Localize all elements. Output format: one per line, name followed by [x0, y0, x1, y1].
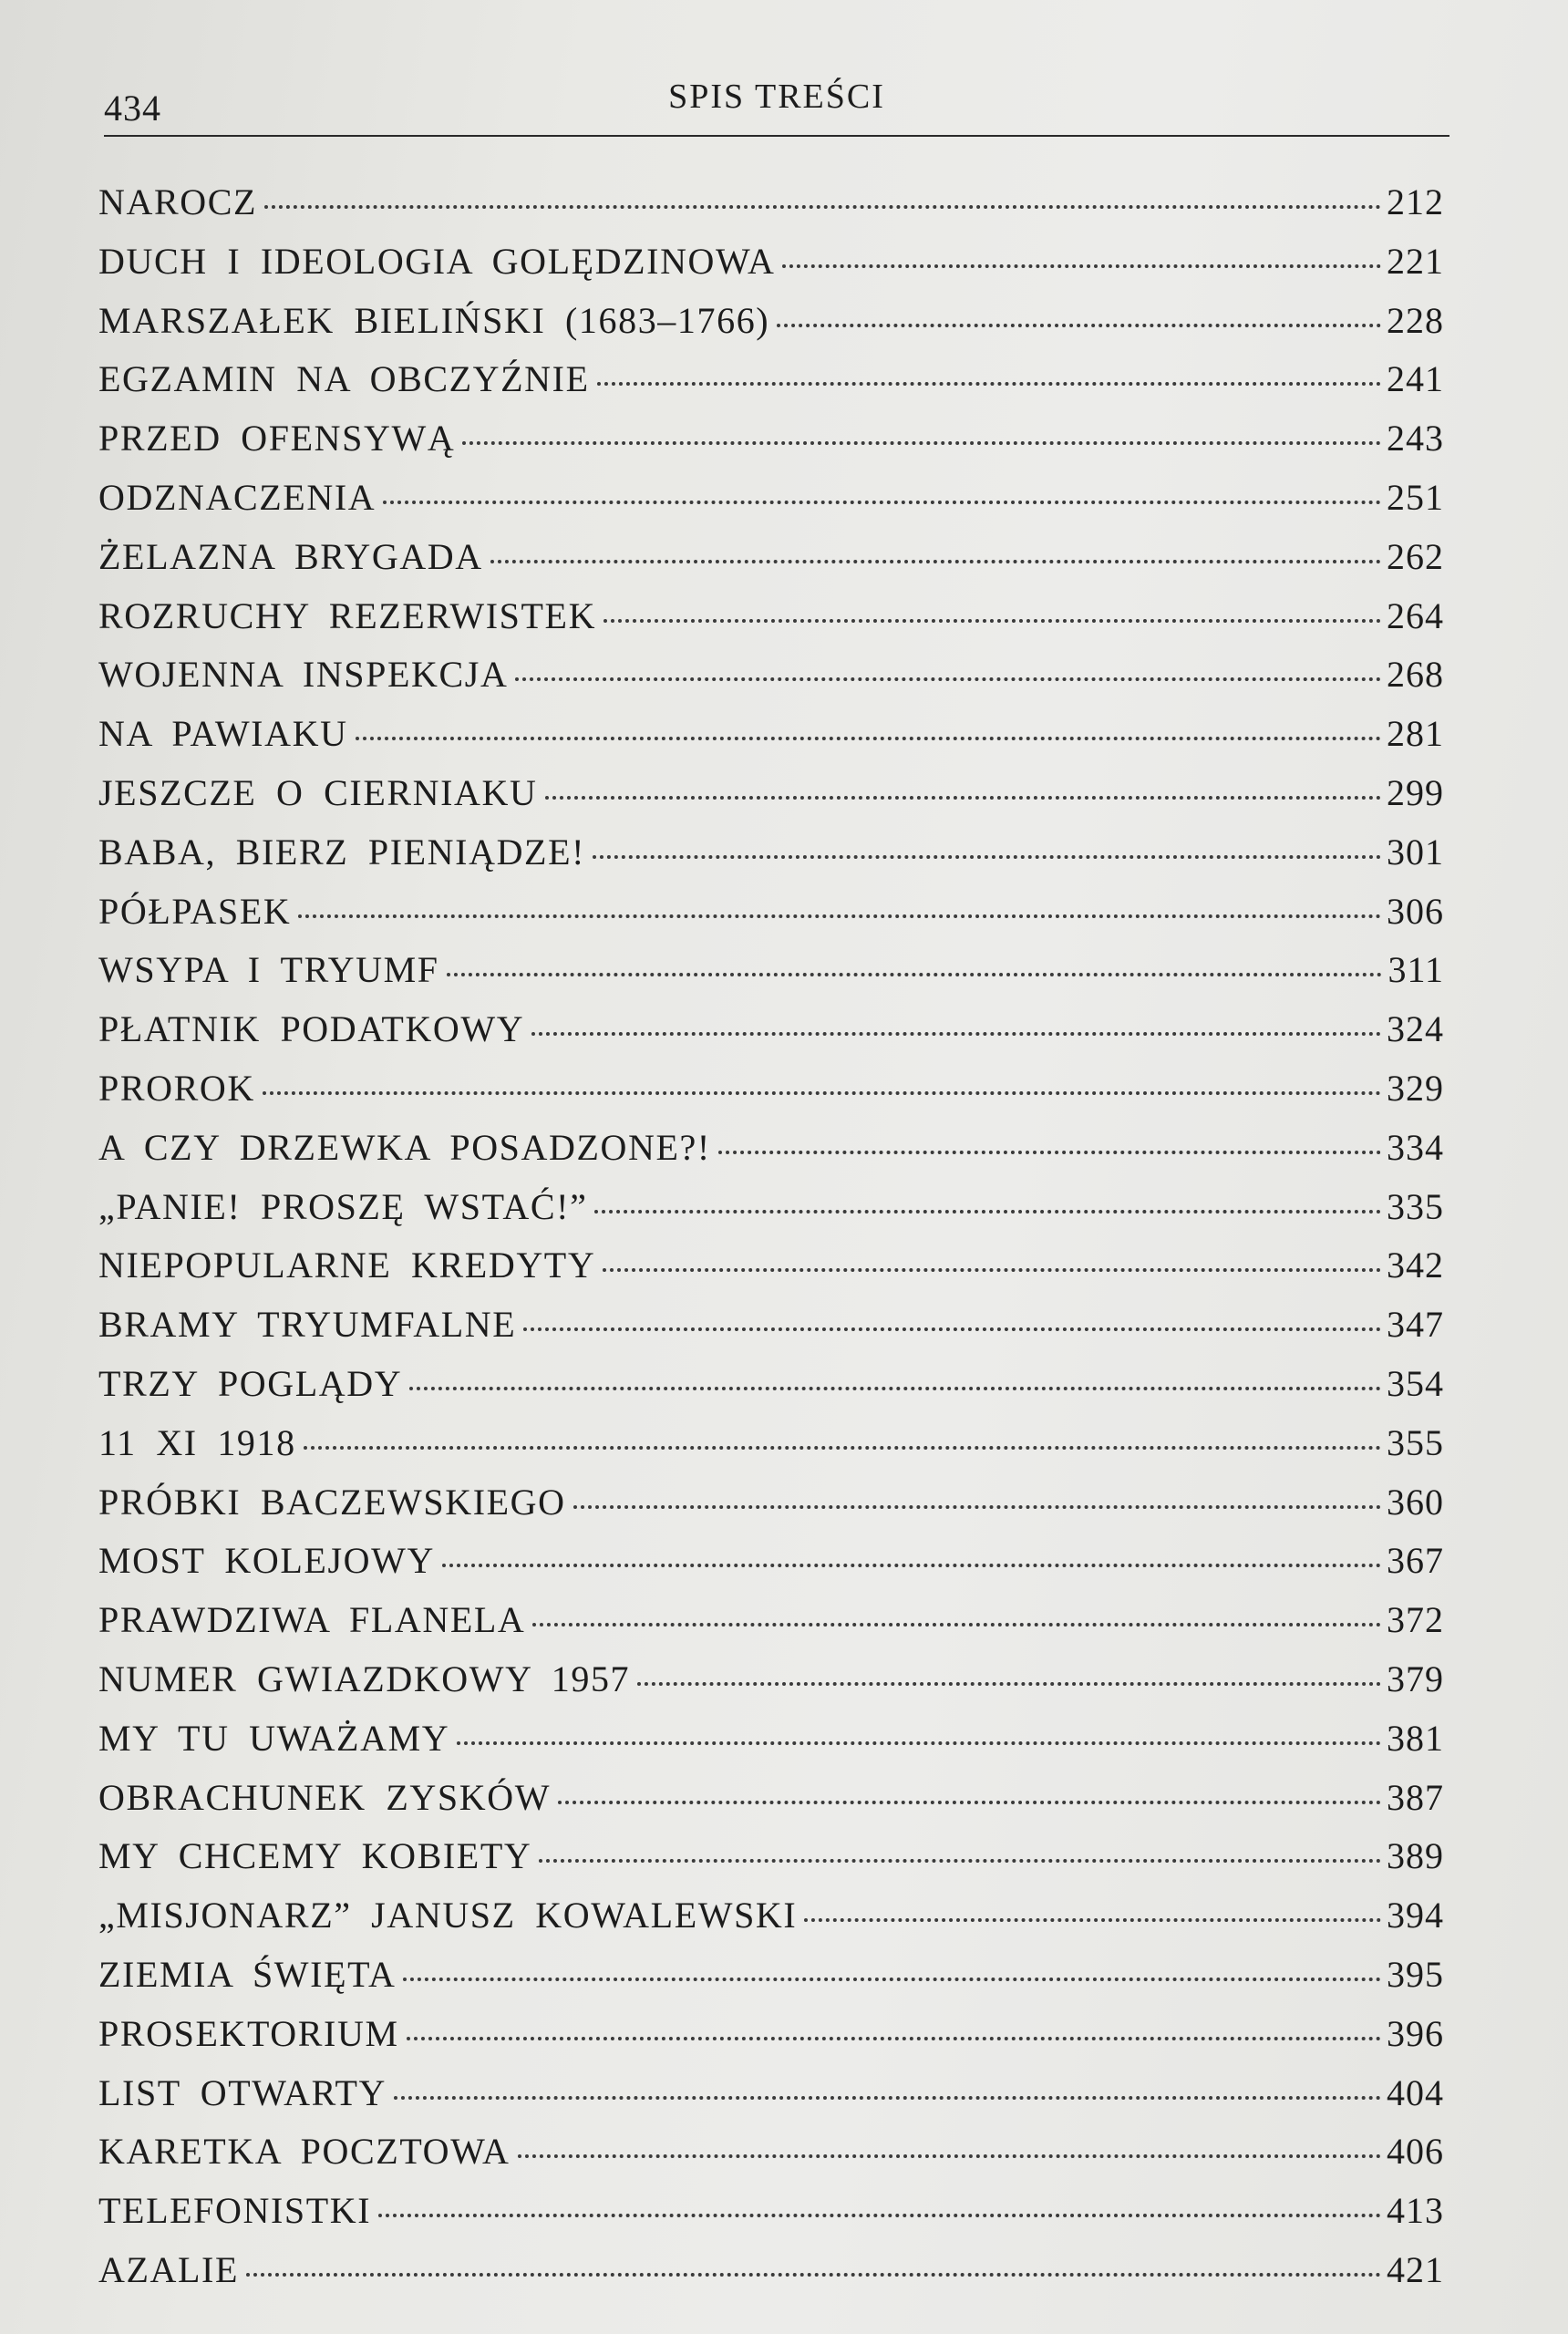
toc-entry-title: JESZCZE O CIERNIAKU	[98, 771, 538, 813]
toc-entry-title: „MISJONARZ” JANUSZ KOWALEWSKI	[98, 1895, 798, 1936]
toc-dot-leader	[490, 560, 1381, 563]
toc-entry-title: MOST KOLEJOWY	[98, 1540, 435, 1582]
toc-entry-title: MY TU UWAŻAMY	[98, 1717, 450, 1759]
toc-entry-title: LIST OTWARTY	[98, 2071, 387, 2113]
toc-dot-leader	[531, 1032, 1381, 1036]
toc-dot-leader	[804, 1918, 1381, 1922]
toc-entry	[98, 2122, 1444, 2182]
toc-entry-title: 11 XI 1918	[98, 1421, 296, 1463]
toc-entry	[98, 232, 1444, 292]
toc-entry	[98, 1591, 1444, 1650]
toc-entry-title: NA PAWIAKU	[98, 713, 348, 755]
toc-entry-page-number: 404	[1387, 2071, 1444, 2113]
toc-entry	[98, 1355, 1444, 1414]
toc-entry	[98, 823, 1444, 883]
toc-entry	[98, 941, 1444, 1000]
toc-entry	[98, 705, 1444, 764]
toc-entry-page-number: 335	[1387, 1185, 1444, 1227]
toc-entry-page-number: 413	[1387, 2190, 1444, 2232]
toc-entry	[98, 528, 1444, 587]
toc-entry	[98, 1236, 1444, 1296]
toc-entry-page-number: 421	[1387, 2248, 1444, 2290]
toc-dot-leader	[603, 1268, 1381, 1272]
toc-entry	[98, 1946, 1444, 2005]
toc-dot-leader	[515, 677, 1381, 681]
toc-dot-leader	[777, 324, 1381, 327]
toc-entry-title: PŁATNIK PODATKOWY	[98, 1008, 525, 1050]
toc-entry	[98, 2182, 1444, 2241]
toc-entry-title: WOJENNA INSPEKCJA	[98, 654, 509, 696]
toc-dot-leader	[594, 1210, 1381, 1213]
toc-entry	[98, 764, 1444, 823]
toc-entry-title: OBRACHUNEK ZYSKÓW	[98, 1776, 552, 1818]
toc-dot-leader	[442, 1564, 1381, 1567]
toc-dot-leader	[407, 2037, 1381, 2040]
toc-entry-page-number: 406	[1387, 2131, 1444, 2173]
toc-entry-page-number: 329	[1387, 1067, 1444, 1109]
toc-entry-page-number: 347	[1387, 1304, 1444, 1346]
toc-entry-page-number: 299	[1387, 771, 1444, 813]
toc-entry-title: TELEFONISTKI	[98, 2190, 372, 2232]
toc-entry-page-number: 306	[1387, 890, 1444, 932]
toc-dot-leader	[545, 796, 1382, 800]
running-title: SPIS TREŚCI	[668, 77, 885, 116]
toc-dot-leader	[539, 1859, 1381, 1863]
toc-dot-leader	[518, 2154, 1381, 2158]
toc-entry-title: PROROK	[98, 1067, 255, 1109]
toc-entry-title: TRZY POGLĄDY	[98, 1362, 403, 1404]
toc-dot-leader	[462, 441, 1381, 445]
toc-entry-page-number: 324	[1387, 1008, 1444, 1050]
toc-entry	[98, 1178, 1444, 1237]
toc-entry-title: PROSEKTORIUM	[98, 2012, 399, 2054]
toc-entry-page-number: 342	[1387, 1244, 1444, 1286]
page-number: 434	[104, 88, 161, 129]
toc-entry-page-number: 243	[1387, 418, 1444, 460]
toc-entry-page-number: 334	[1387, 1126, 1444, 1168]
toc-dot-leader	[394, 2096, 1381, 2100]
toc-entry-page-number: 394	[1387, 1895, 1444, 1936]
table-of-contents	[98, 173, 1444, 2300]
toc-dot-leader	[246, 2273, 1381, 2277]
toc-entry-title: BRAMY TRYUMFALNE	[98, 1304, 517, 1346]
toc-dot-leader	[457, 1741, 1381, 1745]
toc-dot-leader	[263, 1091, 1381, 1095]
toc-entry-page-number: 221	[1387, 240, 1444, 282]
toc-dot-leader	[264, 205, 1381, 209]
toc-entry	[98, 292, 1444, 351]
toc-entry	[98, 1473, 1444, 1533]
toc-entry-title: MARSZAŁEK BIELIŃSKI (1683–1766)	[98, 299, 770, 341]
toc-entry-title: NUMER GWIAZDKOWY 1957	[98, 1658, 631, 1699]
header-rule	[104, 135, 1449, 137]
toc-entry	[98, 173, 1444, 232]
toc-entry-title: PRZED OFENSYWĄ	[98, 418, 456, 460]
toc-entry	[98, 469, 1444, 528]
toc-dot-leader	[593, 855, 1381, 859]
toc-dot-leader	[637, 1682, 1381, 1686]
toc-dot-leader	[383, 501, 1381, 504]
toc-dot-leader	[523, 1327, 1381, 1331]
toc-entry-page-number: 355	[1387, 1421, 1444, 1463]
toc-entry-page-number: 228	[1387, 299, 1444, 341]
toc-entry	[98, 1650, 1444, 1709]
toc-entry-title: ROZRUCHY REZERWISTEK	[98, 594, 597, 636]
toc-dot-leader	[447, 973, 1383, 976]
toc-entry	[98, 2241, 1444, 2300]
toc-dot-leader	[603, 619, 1381, 623]
toc-entry-title: PÓŁPASEK	[98, 890, 292, 932]
toc-entry-page-number: 301	[1387, 831, 1444, 873]
toc-entry-title: WSYPA I TRYUMF	[98, 949, 439, 991]
toc-entry-page-number: 212	[1387, 181, 1444, 222]
toc-entry-page-number: 395	[1387, 1953, 1444, 1995]
toc-entry	[98, 1827, 1444, 1886]
toc-entry-page-number: 264	[1387, 594, 1444, 636]
toc-entry	[98, 1119, 1444, 1178]
toc-entry-page-number: 381	[1387, 1717, 1444, 1759]
toc-entry-title: MY CHCEMY KOBIETY	[98, 1835, 532, 1877]
toc-entry-title: PRAWDZIWA FLANELA	[98, 1599, 526, 1641]
page-header	[104, 71, 1449, 137]
toc-entry	[98, 1532, 1444, 1591]
toc-entry	[98, 1886, 1444, 1946]
toc-dot-leader	[298, 914, 1381, 918]
toc-dot-leader	[782, 264, 1381, 268]
toc-entry-page-number: 281	[1387, 713, 1444, 755]
toc-dot-leader	[558, 1801, 1381, 1804]
toc-dot-leader	[403, 1978, 1381, 1981]
toc-entry	[98, 1709, 1444, 1769]
toc-entry-title: DUCH I IDEOLOGIA GOLĘDZINOWA	[98, 240, 776, 282]
toc-dot-leader	[378, 2214, 1381, 2217]
toc-dot-leader	[573, 1505, 1381, 1509]
toc-entry	[98, 1296, 1444, 1355]
toc-entry	[98, 883, 1444, 942]
toc-entry-title: ODZNACZENIA	[98, 476, 377, 518]
toc-entry-title: ŻELAZNA BRYGADA	[98, 535, 483, 577]
toc-entry	[98, 350, 1444, 409]
toc-entry	[98, 2005, 1444, 2064]
toc-dot-leader	[597, 382, 1381, 386]
toc-entry-page-number: 268	[1387, 654, 1444, 696]
toc-entry-page-number: 262	[1387, 535, 1444, 577]
toc-dot-leader	[718, 1151, 1381, 1154]
toc-entry-title: ZIEMIA ŚWIĘTA	[98, 1953, 397, 1995]
toc-entry-title: „PANIE! PROSZĘ WSTAĆ!”	[98, 1185, 588, 1227]
toc-entry-page-number: 387	[1387, 1776, 1444, 1818]
toc-entry-title: A CZY DRZEWKA POSADZONE?!	[98, 1126, 711, 1168]
toc-dot-leader	[532, 1623, 1381, 1627]
toc-dot-leader	[409, 1387, 1381, 1390]
toc-entry-title: PRÓBKI BACZEWSKIEGO	[98, 1481, 566, 1523]
toc-entry	[98, 645, 1444, 705]
toc-entry-page-number: 311	[1387, 949, 1444, 991]
toc-dot-leader	[304, 1446, 1381, 1450]
toc-entry-title: BABA, BIERZ PIENIĄDZE!	[98, 831, 586, 873]
toc-entry-title: EGZAMIN NA OBCZYŹNIE	[98, 358, 590, 400]
toc-dot-leader	[356, 737, 1381, 740]
toc-entry-page-number: 241	[1387, 358, 1444, 400]
toc-entry-page-number: 396	[1387, 2012, 1444, 2054]
toc-entry	[98, 1000, 1444, 1059]
toc-entry-page-number: 367	[1387, 1540, 1444, 1582]
toc-entry-page-number: 354	[1387, 1362, 1444, 1404]
toc-entry	[98, 1414, 1444, 1473]
toc-entry-page-number: 372	[1387, 1599, 1444, 1641]
toc-entry-title: KARETKA POCZTOWA	[98, 2131, 511, 2173]
toc-entry	[98, 1769, 1444, 1828]
toc-entry	[98, 409, 1444, 469]
toc-entry-page-number: 379	[1387, 1658, 1444, 1699]
toc-entry-page-number: 360	[1387, 1481, 1444, 1523]
toc-entry	[98, 587, 1444, 646]
toc-entry-title: AZALIE	[98, 2248, 239, 2290]
toc-entry-title: NAROCZ	[98, 181, 258, 222]
toc-entry	[98, 2064, 1444, 2123]
toc-entry	[98, 1059, 1444, 1119]
toc-entry-page-number: 251	[1387, 476, 1444, 518]
toc-entry-title: NIEPOPULARNE KREDYTY	[98, 1244, 596, 1286]
toc-entry-page-number: 389	[1387, 1835, 1444, 1877]
